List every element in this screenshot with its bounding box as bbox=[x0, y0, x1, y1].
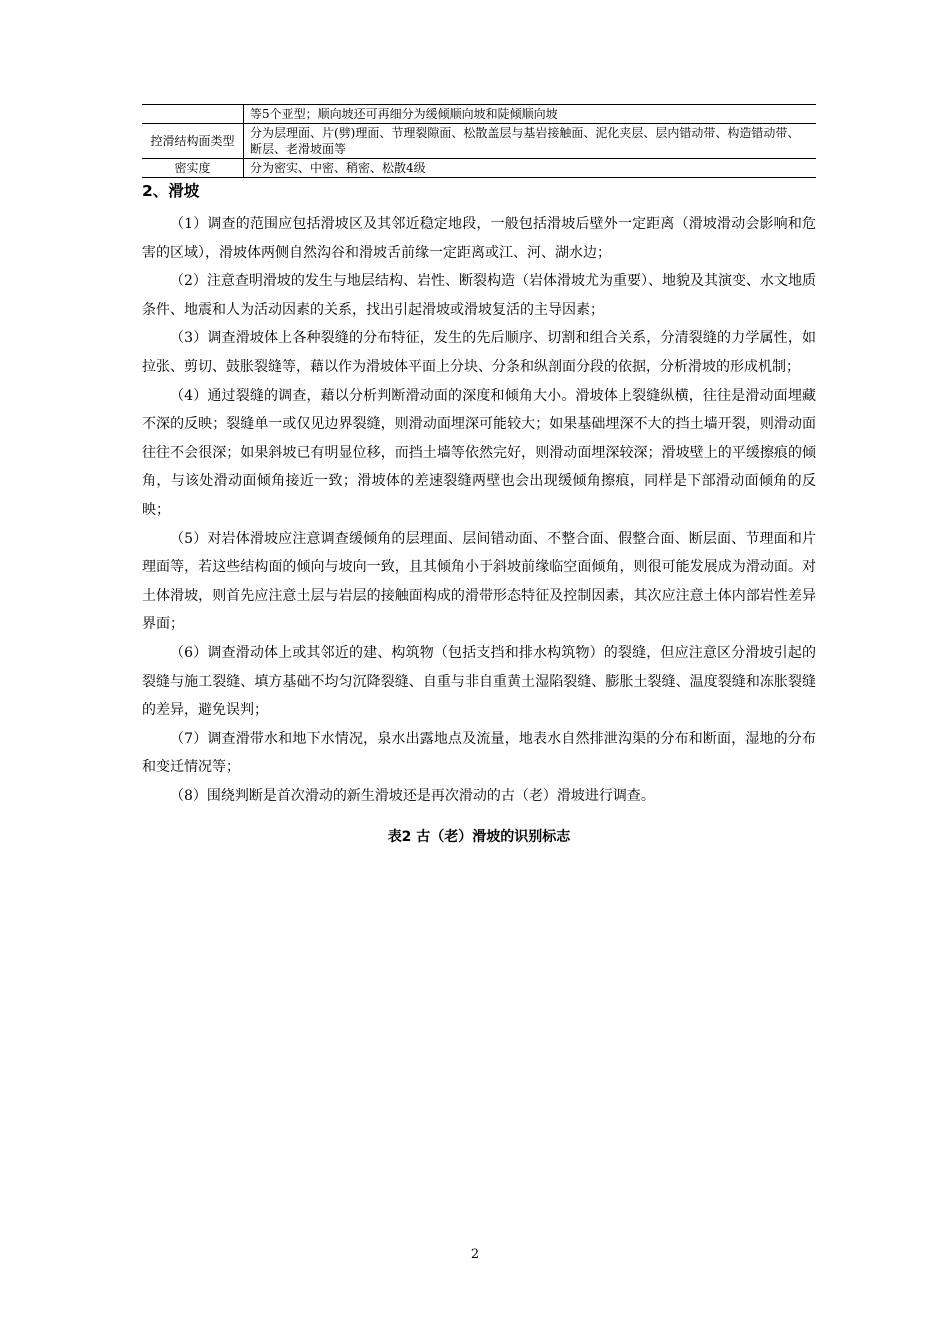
table-value-cell: 等5个亚型；顺向坡还可再细分为缓倾顺向坡和陡倾顺向坡 bbox=[244, 105, 817, 124]
paragraph: （8）围绕判断是首次滑动的新生滑坡还是再次滑动的古（老）滑坡进行调查。 bbox=[170, 787, 655, 804]
paragraph: （1）调查的范围应包括滑坡区及其邻近稳定地段，一般包括滑坡后壁外一定距离（滑坡滑动会影响和危害的区域），滑坡体两侧自然沟谷和滑坡舌前缘一定距离或江、河、湖水边； bbox=[142, 216, 816, 261]
table-row bbox=[142, 105, 816, 124]
table-value-cell: 分为密实、中密、稍密、松散4级 bbox=[244, 159, 817, 178]
table-row bbox=[142, 124, 816, 159]
paragraph: （4）通过裂缝的调查，藉以分析判断滑动面的深度和倾角大小。滑坡体上裂缝纵横，往往是滑动面埋藏不深的反映；裂缝单一或仅见边界裂缝，则滑动面埋深可能较大；如果基础埋深不大的挡土墙开裂，则滑动面往往不会很深；如果斜坡已有明显位移，而挡土墙等依然完好，则滑动面埋深较深；滑坡壁上的平缓擦痕的倾角，与该处滑动面倾角接近一致；滑坡体的差速裂缝两壁也会出现缓倾角擦痕，同样是下部滑动面倾角的反映； bbox=[142, 387, 816, 518]
paragraph: （2）注意查明滑坡的发生与地层结构、岩性、断裂构造（岩体滑坡尤为重要）、地貌及其演变、水文地质条件、地震和人为活动因素的关系，找出引起滑坡或滑坡复活的主导因素； bbox=[142, 273, 816, 318]
section-body bbox=[142, 210, 816, 810]
page-number: 2 bbox=[470, 1247, 480, 1262]
table-key-cell: 密实度 bbox=[142, 159, 244, 178]
paragraph: （3）调查滑坡体上各种裂缝的分布特征，发生的先后顺序、切割和组合关系，分清裂缝的力学属性，如拉张、剪切、鼓胀裂缝等，藉以作为滑坡体平面上分块、分条和纵剖面分段的依据，分析滑坡的形成机制； bbox=[142, 330, 816, 375]
section-heading: 2、滑坡 bbox=[142, 182, 200, 200]
paragraph: （7）调查滑带水和地下水情况，泉水出露地点及流量，地表水自然排泄沟渠的分布和断面，湿地的分布和变迁情况等； bbox=[142, 730, 816, 776]
paragraph: （6）调查滑动体上或其邻近的建、构筑物（包括支挡和排水构筑物）的裂缝，但应注意区分滑坡引起的裂缝与施工裂缝、填方基础不均匀沉降裂缝、自重与非自重黄土湿陷裂缝、膨胀土裂缝、温度裂缝和冻胀裂缝的差异，避免误判； bbox=[142, 644, 816, 719]
page-content bbox=[142, 104, 816, 846]
table-key-cell bbox=[142, 105, 244, 124]
table-row bbox=[142, 159, 816, 178]
classification-table bbox=[142, 104, 816, 178]
table-value-cell: 分为层理面、片(劈)理面、节理裂隙面、松散盖层与基岩接触面、泥化夹层、层内错动带、构造错动带、断层、老滑坡面等 bbox=[244, 124, 817, 159]
table-key-cell: 控滑结构面类型 bbox=[142, 124, 244, 159]
table-caption: 表2 古（老）滑坡的识别标志 bbox=[387, 829, 571, 846]
paragraph: （5）对岩体滑坡应注意调查缓倾角的层理面、层间错动面、不整合面、假整合面、断层面、节理面和片理面等，若这些结构面的倾向与坡向一致，且其倾角小于斜坡前缘临空面倾角，则很可能发展成为滑动面。对土体滑坡，则首先应注意土层与岩层的接触面构成的滑带形态特征及控制因素，其次应注意土体内部岩性差异界面； bbox=[142, 530, 816, 633]
